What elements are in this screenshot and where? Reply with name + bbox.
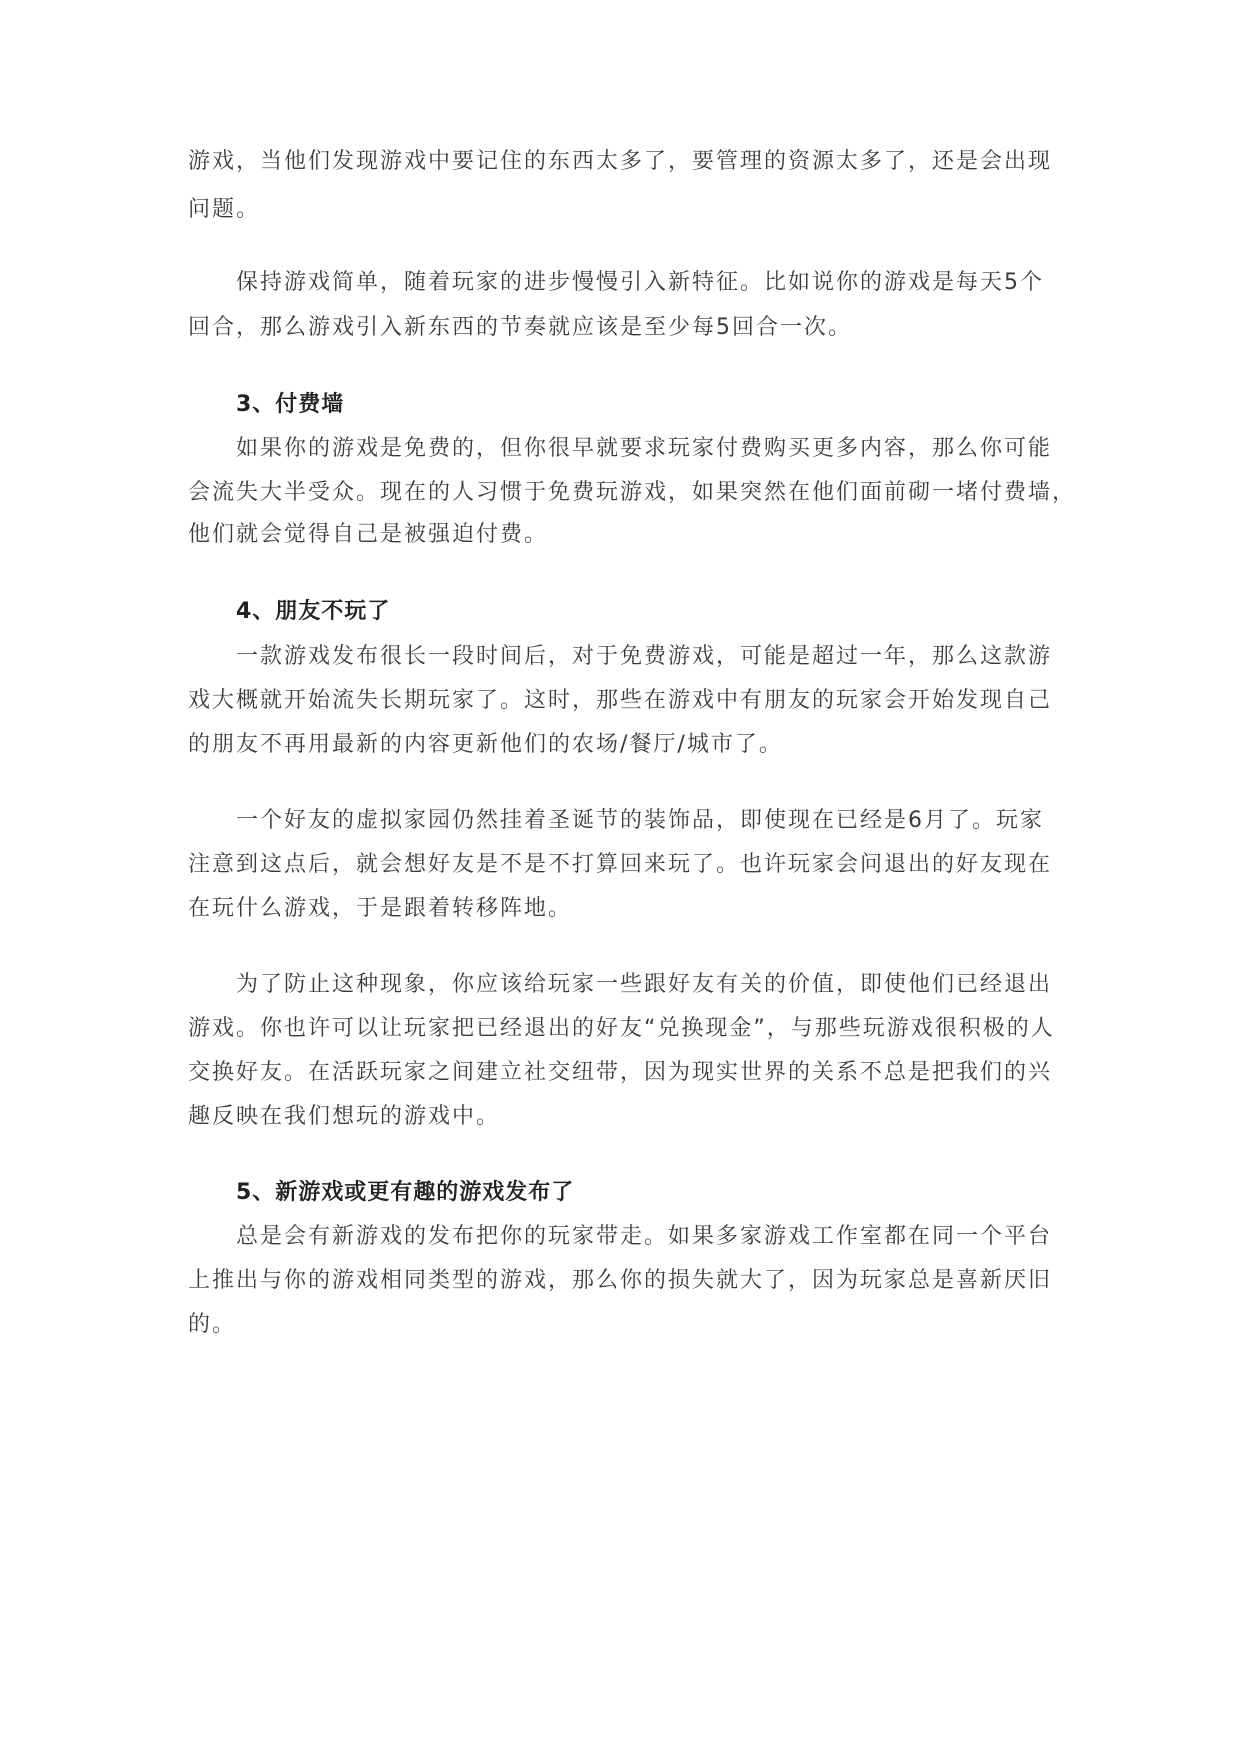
paragraph-line: 如果你的游戏是免费的，但你很早就要求玩家付费购买更多内容，那么你可能 [236, 436, 1053, 461]
paragraph-line: 会流失大半受众。现在的人习惯于免费玩游戏，如果突然在他们面前砌一堵付费墙， [188, 480, 1077, 505]
paragraph-line: 注意到这点后，就会想好友是不是不打算回来玩了。也许玩家会问退出的好友现在 [188, 852, 1053, 877]
paragraph-line: 总是会有新游戏的发布把你的玩家带走。如果多家游戏工作室都在同一个平台 [236, 1224, 1053, 1249]
paragraph-line: 问题。 [188, 197, 261, 222]
paragraph-line: 交换好友。在活跃玩家之间建立社交纽带，因为现实世界的关系不总是把我们的兴 [188, 1060, 1053, 1085]
paragraph-line: 趣反映在我们想玩的游戏中。 [188, 1104, 501, 1129]
paragraph-line: 的朋友不再用最新的内容更新他们的农场/餐厅/城市了。 [188, 732, 783, 757]
section-heading-4: 4、朋友不玩了 [236, 599, 391, 624]
paragraph-line: 上推出与你的游戏相同类型的游戏，那么你的损失就大了，因为玩家总是喜新厌旧 [188, 1268, 1053, 1293]
paragraph-line: 一款游戏发布很长一段时间后，对于免费游戏，可能是超过一年，那么这款游 [236, 644, 1053, 669]
paragraph-line: 的。 [188, 1312, 237, 1337]
paragraph-line: 保持游戏简单，随着玩家的进步慢慢引入新特征。比如说你的游戏是每天5个 [236, 270, 1044, 295]
paragraph-line: 游戏。你也许可以让玩家把已经退出的好友“兑换现金”，与那些玩游戏很积极的人 [188, 1016, 1055, 1041]
section-heading-3: 3、付费墙 [236, 392, 345, 417]
paragraph-line: 在玩什么游戏，于是跟着转移阵地。 [188, 896, 573, 921]
paragraph-line: 一个好友的虚拟家园仍然挂着圣诞节的装饰品，即使现在已经是6月了。玩家 [236, 808, 1044, 833]
paragraph-line: 游戏，当他们发现游戏中要记住的东西太多了，要管理的资源太多了，还是会出现 [188, 149, 1053, 174]
section-heading-5: 5、新游戏或更有趣的游戏发布了 [236, 1180, 575, 1205]
paragraph-line: 戏大概就开始流失长期玩家了。这时，那些在游戏中有朋友的玩家会开始发现自己 [188, 688, 1053, 713]
paragraph-line: 为了防止这种现象，你应该给玩家一些跟好友有关的价值，即使他们已经退出 [236, 972, 1053, 997]
paragraph-line: 他们就会觉得自己是被强迫付费。 [188, 522, 549, 547]
paragraph-line: 回合，那么游戏引入新东西的节奏就应该是至少每5回合一次。 [188, 315, 852, 340]
